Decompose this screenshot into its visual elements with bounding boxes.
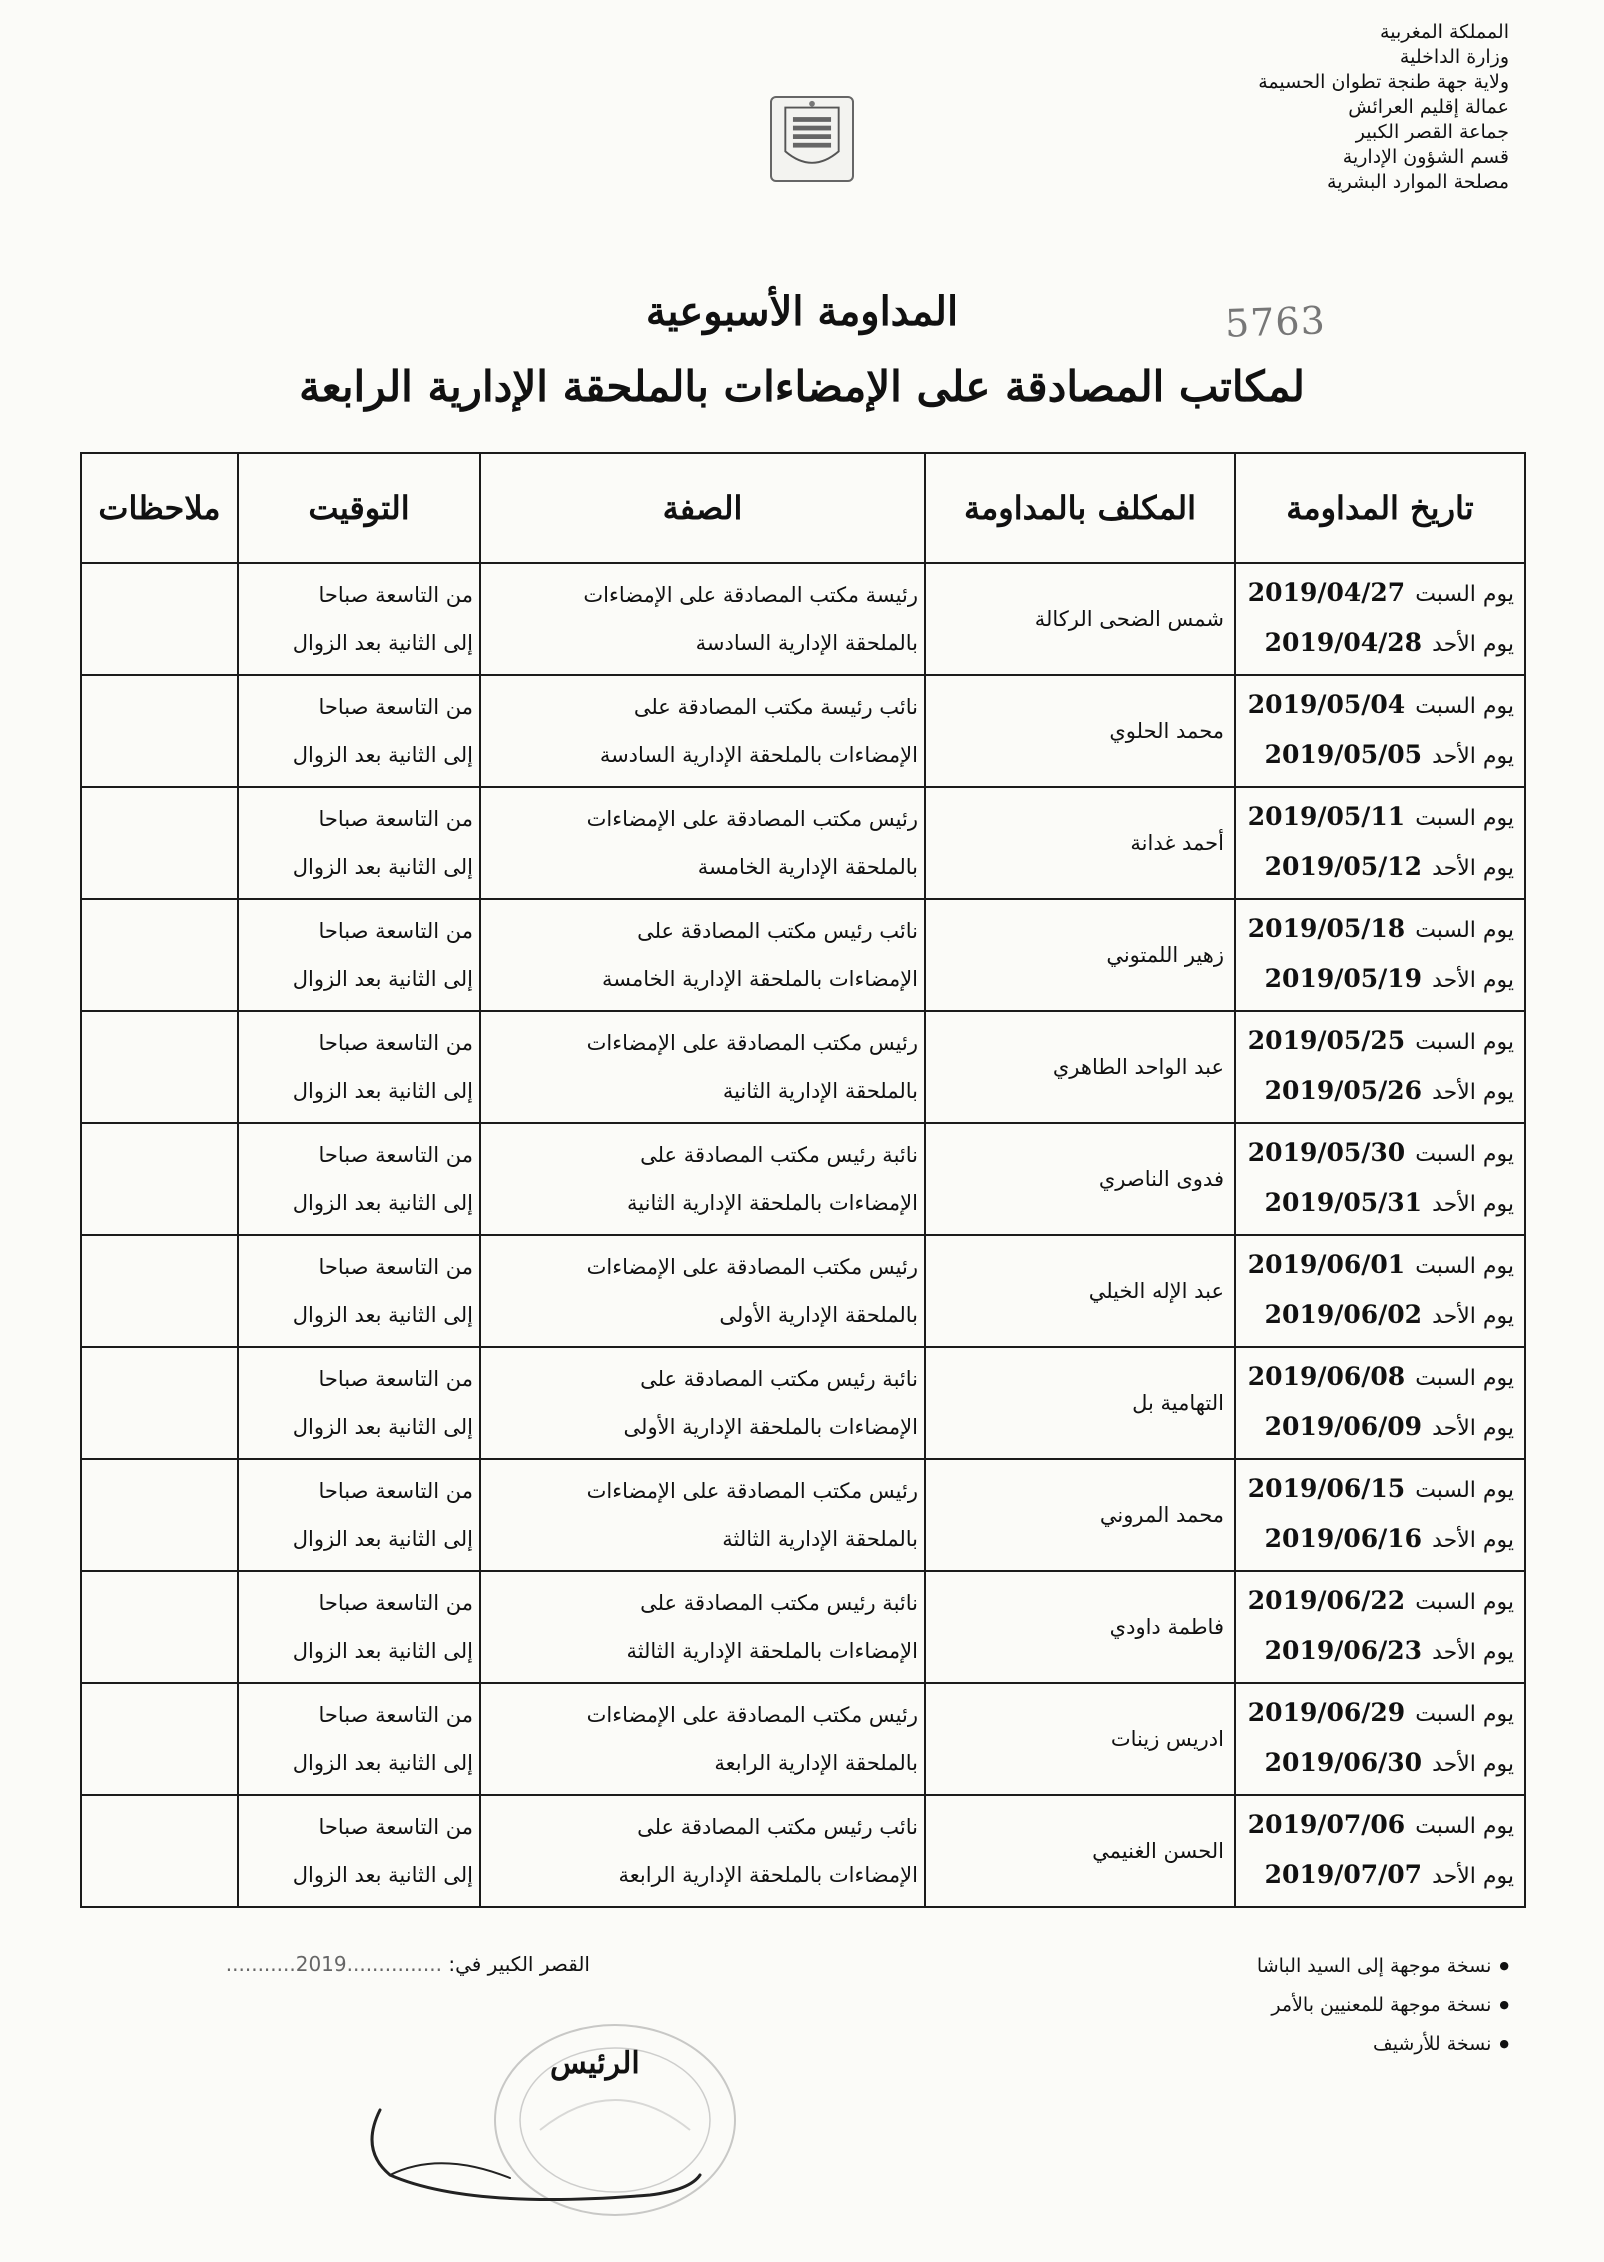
date-value: 2019/06/02 xyxy=(1264,1300,1423,1329)
day-name: يوم الأحد xyxy=(1432,632,1514,657)
date-cell xyxy=(1235,899,1525,1011)
time-cell xyxy=(238,1011,480,1123)
date-line-saturday xyxy=(1246,681,1514,731)
date-value: 2019/05/05 xyxy=(1264,740,1423,769)
letterhead xyxy=(1239,20,1509,195)
time-line: من التاسعة صباحا xyxy=(318,807,473,831)
day-name: يوم السبت xyxy=(1415,582,1514,607)
time-line: إلى الثانية بعد الزوال xyxy=(292,1639,473,1663)
day-name: يوم الأحد xyxy=(1432,744,1514,769)
table-row xyxy=(81,899,1525,1011)
date-line-sunday xyxy=(1246,955,1514,1005)
signatory-title: الرئيس xyxy=(550,2046,640,2081)
date-value: 2019/05/12 xyxy=(1264,852,1423,881)
notes-cell xyxy=(81,1683,238,1795)
person-cell: الحسن الغنيمي xyxy=(925,1795,1235,1907)
date-line-sunday xyxy=(1246,1403,1514,1453)
time-line: من التاسعة صباحا xyxy=(318,583,473,607)
day-name: يوم الأحد xyxy=(1432,1080,1514,1105)
time-line: من التاسعة صباحا xyxy=(318,1143,473,1167)
date-line-sunday xyxy=(1246,843,1514,893)
time-cell xyxy=(238,1235,480,1347)
day-name: يوم الأحد xyxy=(1432,1304,1514,1329)
role-line: بالملحقة الإدارية الخامسة xyxy=(697,855,918,879)
date-value: 2019/07/07 xyxy=(1264,1860,1423,1889)
table-header-row xyxy=(81,453,1525,563)
role-line: نائبة رئيس مكتب المصادقة على xyxy=(640,1367,918,1391)
time-cell xyxy=(238,675,480,787)
time-cell xyxy=(238,1123,480,1235)
table-body xyxy=(81,563,1525,1907)
day-name: يوم السبت xyxy=(1415,1030,1514,1055)
day-name: يوم السبت xyxy=(1415,1142,1514,1167)
header-time: التوقيت xyxy=(238,453,480,563)
role-line: الإمضاءات بالملحقة الإدارية الرابعة xyxy=(618,1863,918,1887)
role-line: رئيس مكتب المصادقة على الإمضاءات xyxy=(586,807,918,831)
time-line: من التاسعة صباحا xyxy=(318,1031,473,1055)
time-line: من التاسعة صباحا xyxy=(318,1703,473,1727)
table-row xyxy=(81,1011,1525,1123)
date-cell xyxy=(1235,563,1525,675)
date-line-saturday xyxy=(1246,1465,1514,1515)
role-line: رئيس مكتب المصادقة على الإمضاءات xyxy=(586,1031,918,1055)
table-row xyxy=(81,563,1525,675)
date-cell xyxy=(1235,1123,1525,1235)
letterhead-line: ولاية جهة طنجة تطوان الحسيمة xyxy=(1258,71,1509,93)
time-line: من التاسعة صباحا xyxy=(318,1479,473,1503)
reference-number: 5763 xyxy=(1224,298,1327,346)
time-cell xyxy=(238,1795,480,1907)
date-line-saturday xyxy=(1246,1689,1514,1739)
date-cell xyxy=(1235,787,1525,899)
notes-cell xyxy=(81,787,238,899)
day-name: يوم الأحد xyxy=(1432,856,1514,881)
role-line: الإمضاءات بالملحقة الإدارية الأولى xyxy=(623,1415,918,1439)
day-name: يوم السبت xyxy=(1415,694,1514,719)
date-line-saturday xyxy=(1246,1801,1514,1851)
person-cell: زهير اللمتوني xyxy=(925,899,1235,1011)
role-line: الإمضاءات بالملحقة الإدارية الثالثة xyxy=(626,1639,918,1663)
date-line-sunday xyxy=(1246,1627,1514,1677)
notes-cell xyxy=(81,563,238,675)
time-line: من التاسعة صباحا xyxy=(318,919,473,943)
notes-cell xyxy=(81,1235,238,1347)
notes-cell xyxy=(81,1571,238,1683)
date-line-saturday xyxy=(1246,793,1514,843)
date-value: 2019/05/31 xyxy=(1264,1188,1423,1217)
date-cell xyxy=(1235,1683,1525,1795)
date-value: 2019/06/15 xyxy=(1247,1474,1406,1503)
table-row xyxy=(81,1795,1525,1907)
letterhead-line: جماعة القصر الكبير xyxy=(1355,121,1509,143)
day-name: يوم الأحد xyxy=(1432,1416,1514,1441)
date-cell xyxy=(1235,1571,1525,1683)
letterhead-line: المملكة المغربية xyxy=(1380,21,1509,43)
role-line: الإمضاءات بالملحقة الإدارية الثانية xyxy=(627,1191,918,1215)
notes-cell xyxy=(81,899,238,1011)
day-name: يوم الأحد xyxy=(1432,1192,1514,1217)
header-role: الصفة xyxy=(480,453,925,563)
time-line: من التاسعة صباحا xyxy=(318,1815,473,1839)
time-line: إلى الثانية بعد الزوال xyxy=(292,1527,473,1551)
time-line: إلى الثانية بعد الزوال xyxy=(292,967,473,991)
date-line-sunday xyxy=(1246,1067,1514,1117)
letterhead-line: قسم الشؤون الإدارية xyxy=(1342,146,1509,168)
role-cell xyxy=(480,1123,925,1235)
list-item: ● نسخة للأرشيف xyxy=(1089,2026,1509,2065)
person-cell: عبد الواحد الطاهري xyxy=(925,1011,1235,1123)
signature-icon xyxy=(350,2080,710,2220)
place-label: القصر الكبير في: xyxy=(448,1952,590,1976)
date-value: 2019/05/18 xyxy=(1247,914,1406,943)
person-cell: أحمد غدانة xyxy=(925,787,1235,899)
date-line-saturday xyxy=(1246,1241,1514,1291)
date-cell xyxy=(1235,1011,1525,1123)
table-row xyxy=(81,1683,1525,1795)
notes-cell xyxy=(81,675,238,787)
date-value: 2019/04/28 xyxy=(1264,628,1423,657)
role-cell xyxy=(480,1011,925,1123)
document-title: المداومة الأسبوعية xyxy=(645,288,959,335)
date-cell xyxy=(1235,1459,1525,1571)
date-line-sunday xyxy=(1246,1515,1514,1565)
role-line: الإمضاءات بالملحقة الإدارية السادسة xyxy=(599,743,918,767)
day-name: يوم السبت xyxy=(1415,1478,1514,1503)
place-date-line xyxy=(160,1952,590,1976)
date-value: 2019/05/19 xyxy=(1264,964,1423,993)
date-value: 2019/05/30 xyxy=(1247,1138,1406,1167)
role-line: نائب رئيس مكتب المصادقة على xyxy=(637,919,918,943)
person-cell: التهامية بل xyxy=(925,1347,1235,1459)
role-cell xyxy=(480,563,925,675)
date-line-sunday xyxy=(1246,619,1514,669)
role-line: بالملحقة الإدارية السادسة xyxy=(695,631,918,655)
date-value: 2019/05/11 xyxy=(1247,802,1406,831)
date-cell xyxy=(1235,675,1525,787)
day-name: يوم الأحد xyxy=(1432,1864,1514,1889)
notes-cell xyxy=(81,1459,238,1571)
role-cell xyxy=(480,1235,925,1347)
role-cell xyxy=(480,1571,925,1683)
time-line: من التاسعة صباحا xyxy=(318,1367,473,1391)
date-line-sunday xyxy=(1246,1851,1514,1901)
time-cell xyxy=(238,1683,480,1795)
day-name: يوم السبت xyxy=(1415,1254,1514,1279)
time-cell xyxy=(238,1347,480,1459)
date-value: 2019/06/16 xyxy=(1264,1524,1423,1553)
document-subtitle: لمكاتب المصادقة على الإمضاءات بالملحقة الإدارية الرابعة xyxy=(299,362,1305,411)
day-name: يوم الأحد xyxy=(1432,1752,1514,1777)
day-name: يوم السبت xyxy=(1415,1814,1514,1839)
role-line: رئيس مكتب المصادقة على الإمضاءات xyxy=(586,1703,918,1727)
date-line-saturday xyxy=(1246,569,1514,619)
role-cell xyxy=(480,787,925,899)
date-value: 2019/06/22 xyxy=(1247,1586,1406,1615)
time-line: إلى الثانية بعد الزوال xyxy=(292,1863,473,1887)
role-line: بالملحقة الإدارية الثانية xyxy=(722,1079,918,1103)
header-person: المكلف بالمداومة xyxy=(925,453,1235,563)
date-line-sunday xyxy=(1246,1291,1514,1341)
header-notes: ملاحظات xyxy=(81,453,238,563)
letterhead-line: مصلحة الموارد البشرية xyxy=(1327,171,1509,193)
day-name: يوم السبت xyxy=(1415,806,1514,831)
role-cell xyxy=(480,899,925,1011)
date-value: 2019/05/04 xyxy=(1247,690,1406,719)
role-cell xyxy=(480,1683,925,1795)
day-name: يوم الأحد xyxy=(1432,1528,1514,1553)
date-cell xyxy=(1235,1235,1525,1347)
time-cell xyxy=(238,1459,480,1571)
letterhead-line: وزارة الداخلية xyxy=(1399,46,1509,68)
table-row xyxy=(81,787,1525,899)
person-cell: محمد المروني xyxy=(925,1459,1235,1571)
notes-cell xyxy=(81,1123,238,1235)
role-line: نائبة رئيس مكتب المصادقة على xyxy=(640,1143,918,1167)
place-date-value: ...............2019........... xyxy=(225,1952,442,1976)
role-cell xyxy=(480,1795,925,1907)
time-line: إلى الثانية بعد الزوال xyxy=(292,631,473,655)
role-line: الإمضاءات بالملحقة الإدارية الخامسة xyxy=(601,967,918,991)
day-name: يوم السبت xyxy=(1415,1702,1514,1727)
role-line: رئيس مكتب المصادقة على الإمضاءات xyxy=(586,1479,918,1503)
date-value: 2019/06/29 xyxy=(1247,1698,1406,1727)
date-value: 2019/06/09 xyxy=(1264,1412,1423,1441)
role-line: نائب رئيسة مكتب المصادقة على xyxy=(633,695,918,719)
date-value: 2019/05/25 xyxy=(1247,1026,1406,1055)
person-cell: شمس الضحى الركالة xyxy=(925,563,1235,675)
date-line-saturday xyxy=(1246,905,1514,955)
date-value: 2019/06/01 xyxy=(1247,1250,1406,1279)
table-row xyxy=(81,675,1525,787)
table-row xyxy=(81,1235,1525,1347)
person-cell: ادريس زينات xyxy=(925,1683,1235,1795)
day-name: يوم السبت xyxy=(1415,1590,1514,1615)
date-line-sunday xyxy=(1246,1739,1514,1789)
time-line: إلى الثانية بعد الزوال xyxy=(292,1751,473,1775)
date-value: 2019/06/30 xyxy=(1264,1748,1423,1777)
list-item: ● نسخة موجهة إلى السيد الباشا xyxy=(1089,1948,1509,1987)
date-value: 2019/05/26 xyxy=(1264,1076,1423,1105)
time-line: من التاسعة صباحا xyxy=(318,695,473,719)
duty-schedule-table xyxy=(80,452,1526,1908)
role-line: رئيسة مكتب المصادقة على الإمضاءات xyxy=(583,583,918,607)
table-row xyxy=(81,1123,1525,1235)
date-value: 2019/04/27 xyxy=(1247,578,1406,607)
table-row xyxy=(81,1347,1525,1459)
role-line: نائب رئيس مكتب المصادقة على xyxy=(637,1815,918,1839)
notes-cell xyxy=(81,1795,238,1907)
role-line: بالملحقة الإدارية الرابعة xyxy=(714,1751,918,1775)
role-line: بالملحقة الإدارية الثالثة xyxy=(722,1527,918,1551)
kingdom-emblem-icon xyxy=(770,96,854,182)
table-row xyxy=(81,1571,1525,1683)
role-cell xyxy=(480,1347,925,1459)
date-line-saturday xyxy=(1246,1353,1514,1403)
date-cell xyxy=(1235,1347,1525,1459)
date-value: 2019/07/06 xyxy=(1247,1810,1406,1839)
table-row xyxy=(81,1459,1525,1571)
date-line-saturday xyxy=(1246,1577,1514,1627)
person-cell: محمد الحلوي xyxy=(925,675,1235,787)
date-cell xyxy=(1235,1795,1525,1907)
time-cell xyxy=(238,1571,480,1683)
day-name: يوم السبت xyxy=(1415,1366,1514,1391)
date-line-saturday xyxy=(1246,1017,1514,1067)
person-cell: فدوى الناصري xyxy=(925,1123,1235,1235)
header-date: تاريخ المداومة xyxy=(1235,453,1525,563)
copy-distribution-list xyxy=(1089,1948,1509,2065)
role-cell xyxy=(480,675,925,787)
time-line: إلى الثانية بعد الزوال xyxy=(292,1079,473,1103)
person-cell: عبد الإله الخيلي xyxy=(925,1235,1235,1347)
day-name: يوم السبت xyxy=(1415,918,1514,943)
time-line: إلى الثانية بعد الزوال xyxy=(292,855,473,879)
role-line: نائبة رئيس مكتب المصادقة على xyxy=(640,1591,918,1615)
role-cell xyxy=(480,1459,925,1571)
day-name: يوم الأحد xyxy=(1432,1640,1514,1665)
time-cell xyxy=(238,787,480,899)
time-line: إلى الثانية بعد الزوال xyxy=(292,1415,473,1439)
date-line-sunday xyxy=(1246,731,1514,781)
time-cell xyxy=(238,563,480,675)
date-line-sunday xyxy=(1246,1179,1514,1229)
time-line: إلى الثانية بعد الزوال xyxy=(292,1191,473,1215)
time-cell xyxy=(238,899,480,1011)
role-line: بالملحقة الإدارية الأولى xyxy=(719,1303,918,1327)
time-line: من التاسعة صباحا xyxy=(318,1591,473,1615)
date-value: 2019/06/08 xyxy=(1247,1362,1406,1391)
role-line: رئيس مكتب المصادقة على الإمضاءات xyxy=(586,1255,918,1279)
date-line-saturday xyxy=(1246,1129,1514,1179)
notes-cell xyxy=(81,1347,238,1459)
letterhead-line: عمالة إقليم العرائش xyxy=(1348,96,1509,118)
time-line: إلى الثانية بعد الزوال xyxy=(292,743,473,767)
time-line: إلى الثانية بعد الزوال xyxy=(292,1303,473,1327)
date-value: 2019/06/23 xyxy=(1264,1636,1423,1665)
person-cell: فاطمة داودي xyxy=(925,1571,1235,1683)
time-line: من التاسعة صباحا xyxy=(318,1255,473,1279)
day-name: يوم الأحد xyxy=(1432,968,1514,993)
list-item: ● نسخة موجهة للمعنيين بالأمر xyxy=(1089,1987,1509,2026)
notes-cell xyxy=(81,1011,238,1123)
